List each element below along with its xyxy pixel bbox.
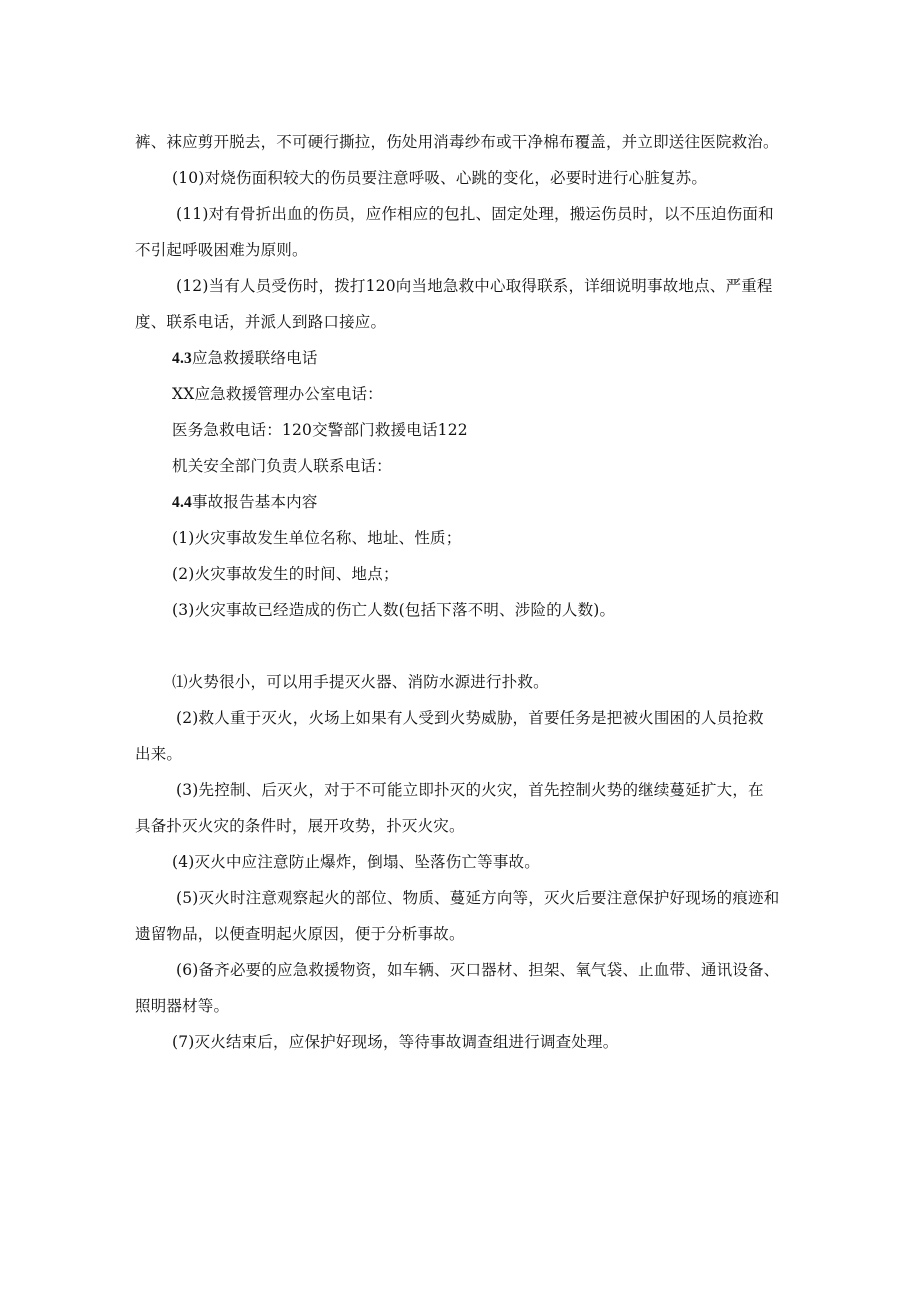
list-item: ⑴火势很小，可以用手提灭火器、消防水源进行扑救。 [172,673,549,691]
section-title: 事故报告基本内容 [191,493,318,511]
list-item: (7)灭火结束后，应保护好现场，等待事故调查组进行调查处理。 [172,1033,619,1051]
paragraph-line: 度、联系电话，并派人到路口接应。 [135,313,387,331]
list-item-continuation: 具备扑灭火灾的条件时，展开攻势，扑灭火灾。 [135,817,465,835]
paragraph-line: XX应急救援管理办公室电话： [172,385,383,403]
paragraph-line: (10)对烧伤面积较大的伤员要注意呼吸、心跳的变化，必要时进行心脏复苏。 [172,169,708,187]
list-item: (3)先控制、后灭火，对于不可能立即扑灭的火灾，首先控制火势的继续蔓延扩大，在 [176,781,764,799]
paragraph-line: 医务急救电话：120交警部门救援电话122 [172,421,468,439]
paragraph-line: 不引起呼吸困难为原则。 [135,241,308,259]
paragraph-line: (12)当有人员受伤时，拨打120向当地急救中心取得联系，详细说明事故地点、严重程 [176,277,773,295]
section-number: 4.3 [172,350,192,367]
list-item: (3)火灾事故已经造成的伤亡人数(包括下落不明、涉险的人数)。 [172,601,616,619]
list-item: (2)救人重于灭火，火场上如果有人受到火势威胁，首要任务是把被火围困的人员抢救 [176,709,764,727]
section-heading-4-4 [172,492,318,513]
list-item: (5)灭火时注意观察起火的部位、物质、蔓延方向等，灭火后要注意保护好现场的痕迹和 [176,889,780,907]
section-heading-4-3 [172,348,318,369]
list-item: (6)备齐必要的应急救援物资，如车辆、灭口器材、担架、氧气袋、止血带、通讯设备、 [176,961,780,979]
list-item-continuation: 出来。 [135,745,183,763]
paragraph-line: 裤、袜应剪开脱去，不可硬行撕拉，伤处用消毒纱布或干净棉布覆盖，并立即送往医院救治。 [135,133,779,151]
list-item: (4)灭火中应注意防止爆炸，倒塌、坠落伤亡等事故。 [172,853,540,871]
section-number: 4.4 [172,494,192,511]
list-item: (1)火灾事故发生单位名称、地址、性质； [172,529,462,547]
list-item-continuation: 照明器材等。 [135,997,230,1015]
paragraph-line: 机关安全部门负责人联系电话： [172,457,392,475]
paragraph-line: (11)对有骨折出血的伤员，应作相应的包扎、固定处理，搬运伤员时，以不压迫伤面和 [176,205,774,223]
list-item-continuation: 遗留物品，以便查明起火原因，便于分析事故。 [135,925,465,943]
section-title: 应急救援联络电话 [191,349,318,367]
list-item: (2)火灾事故发生的时间、地点； [172,565,399,583]
